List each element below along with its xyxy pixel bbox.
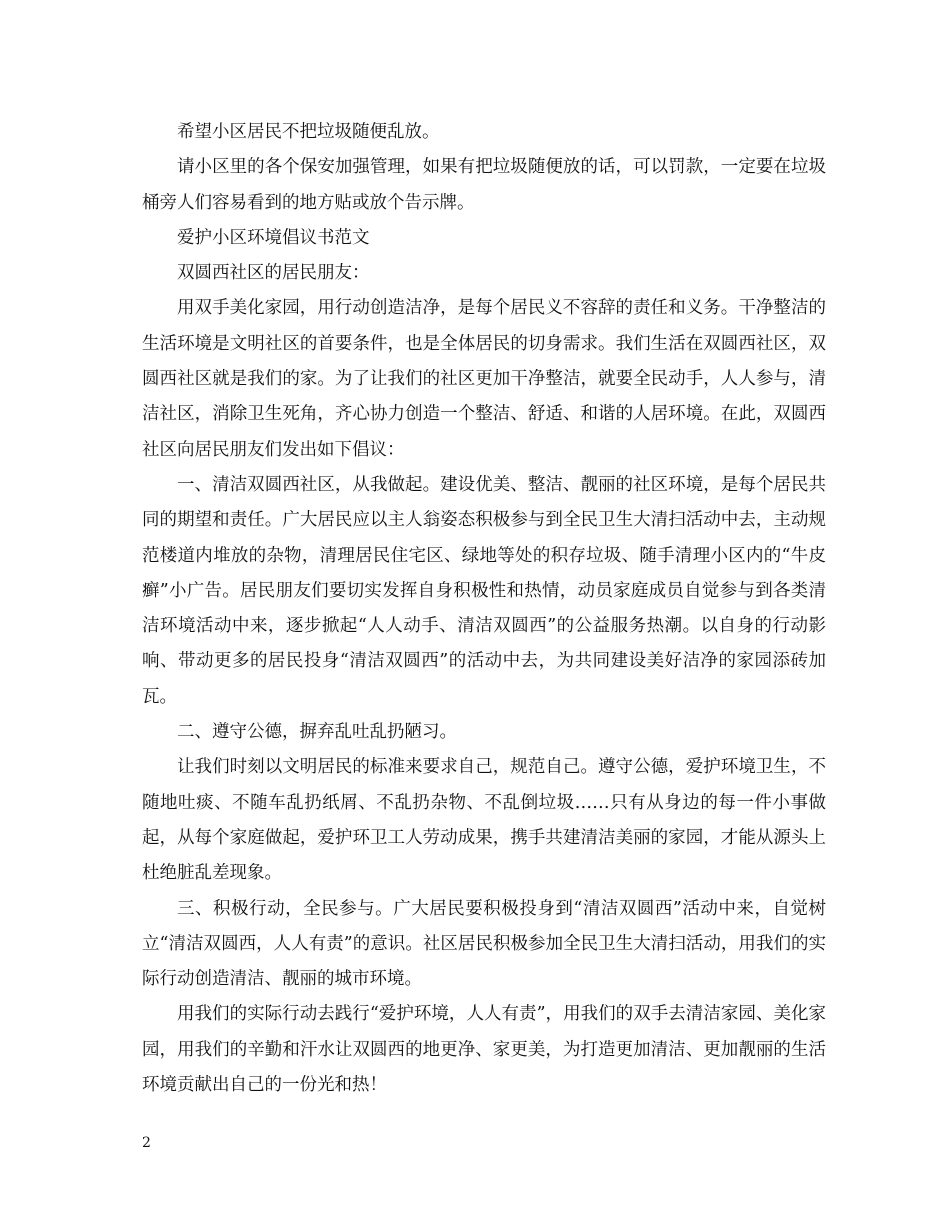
- paragraph-point-2-body: 让我们时刻以文明居民的标准来要求自己，规范自己。遵守公德，爱护环境卫生，不随地吐痰、不随车乱扔纸屑、不乱扔杂物、不乱倒垃圾……只有从身边的每一件小事做起，从每个家庭做起，爱护环卫工人劳动成果，携手共建清洁美丽的家园，才能从源头上杜绝脏乱差现象。: [142, 757, 826, 884]
- section-title: 爱护小区环境倡议书范文: [177, 227, 370, 248]
- paragraph-closing: 用我们的实际行动去践行“爱护环境，人人有责”，用我们的双手去清洁家园、美化家园，用我们的辛勤和汗水让双圆西的地更净、家更美，为打造更加清洁、更加靓丽的生活环境贡献出自己的一份光和热！: [142, 1004, 826, 1096]
- paragraph-2: 请小区里的各个保安加强管理，如果有把垃圾随便放的话，可以罚款，一定要在垃圾桶旁人们容易看到的地方贴或放个告示牌。: [142, 157, 826, 213]
- document-body: [142, 115, 826, 1103]
- page-number: 2: [142, 1135, 151, 1151]
- paragraph-point-3: 三、积极行动，全民参与。广大居民要积极投身到“清洁双圆西”活动中来，自觉树立“清洁双圆西，人人有责”的意识。社区居民积极参加全民卫生大清扫活动，用我们的实际行动创造清洁、靓丽的城市环境。: [142, 898, 826, 990]
- paragraph-point-1: 一、清洁双圆西社区，从我做起。建设优美、整洁、靓丽的社区环境，是每个居民共同的期望和责任。广大居民应以主人翁姿态积极参与到全民卫生大清扫活动中去，主动规范楼道内堆放的杂物，清理居民住宅区、绿地等处的积存垃圾、随手清理小区内的“牛皮癣”小广告。居民朋友们要切实发挥自身积极性和热情，动员家庭成员自觉参与到各类清洁环境活动中来，逐步掀起“人人动手、清洁双圆西”的公益服务热潮。以自身的行动影响、带动更多的居民投身“清洁双圆西”的活动中去，为共同建设美好洁净的家园添砖加瓦。: [142, 474, 826, 707]
- paragraph-1: 希望小区居民不把垃圾随便乱放。: [177, 122, 440, 142]
- paragraph-point-2-heading: 二、遵守公德，摒弃乱吐乱扔陋习。: [177, 722, 457, 743]
- salutation: 双圆西社区的居民朋友：: [177, 263, 370, 284]
- paragraph-intro: 用双手美化家园，用行动创造洁净，是每个居民义不容辞的责任和义务。干净整洁的生活环境是文明社区的首要条件，也是全体居民的切身需求。我们生活在双圆西社区，双圆西社区就是我们的家。为了让我们的社区更加干净整洁，就要全民动手，人人参与，清洁社区，消除卫生死角，齐心协力创造一个整洁、舒适、和谐的人居环境。在此，双圆西社区向居民朋友们发出如下倡议：: [142, 298, 826, 460]
